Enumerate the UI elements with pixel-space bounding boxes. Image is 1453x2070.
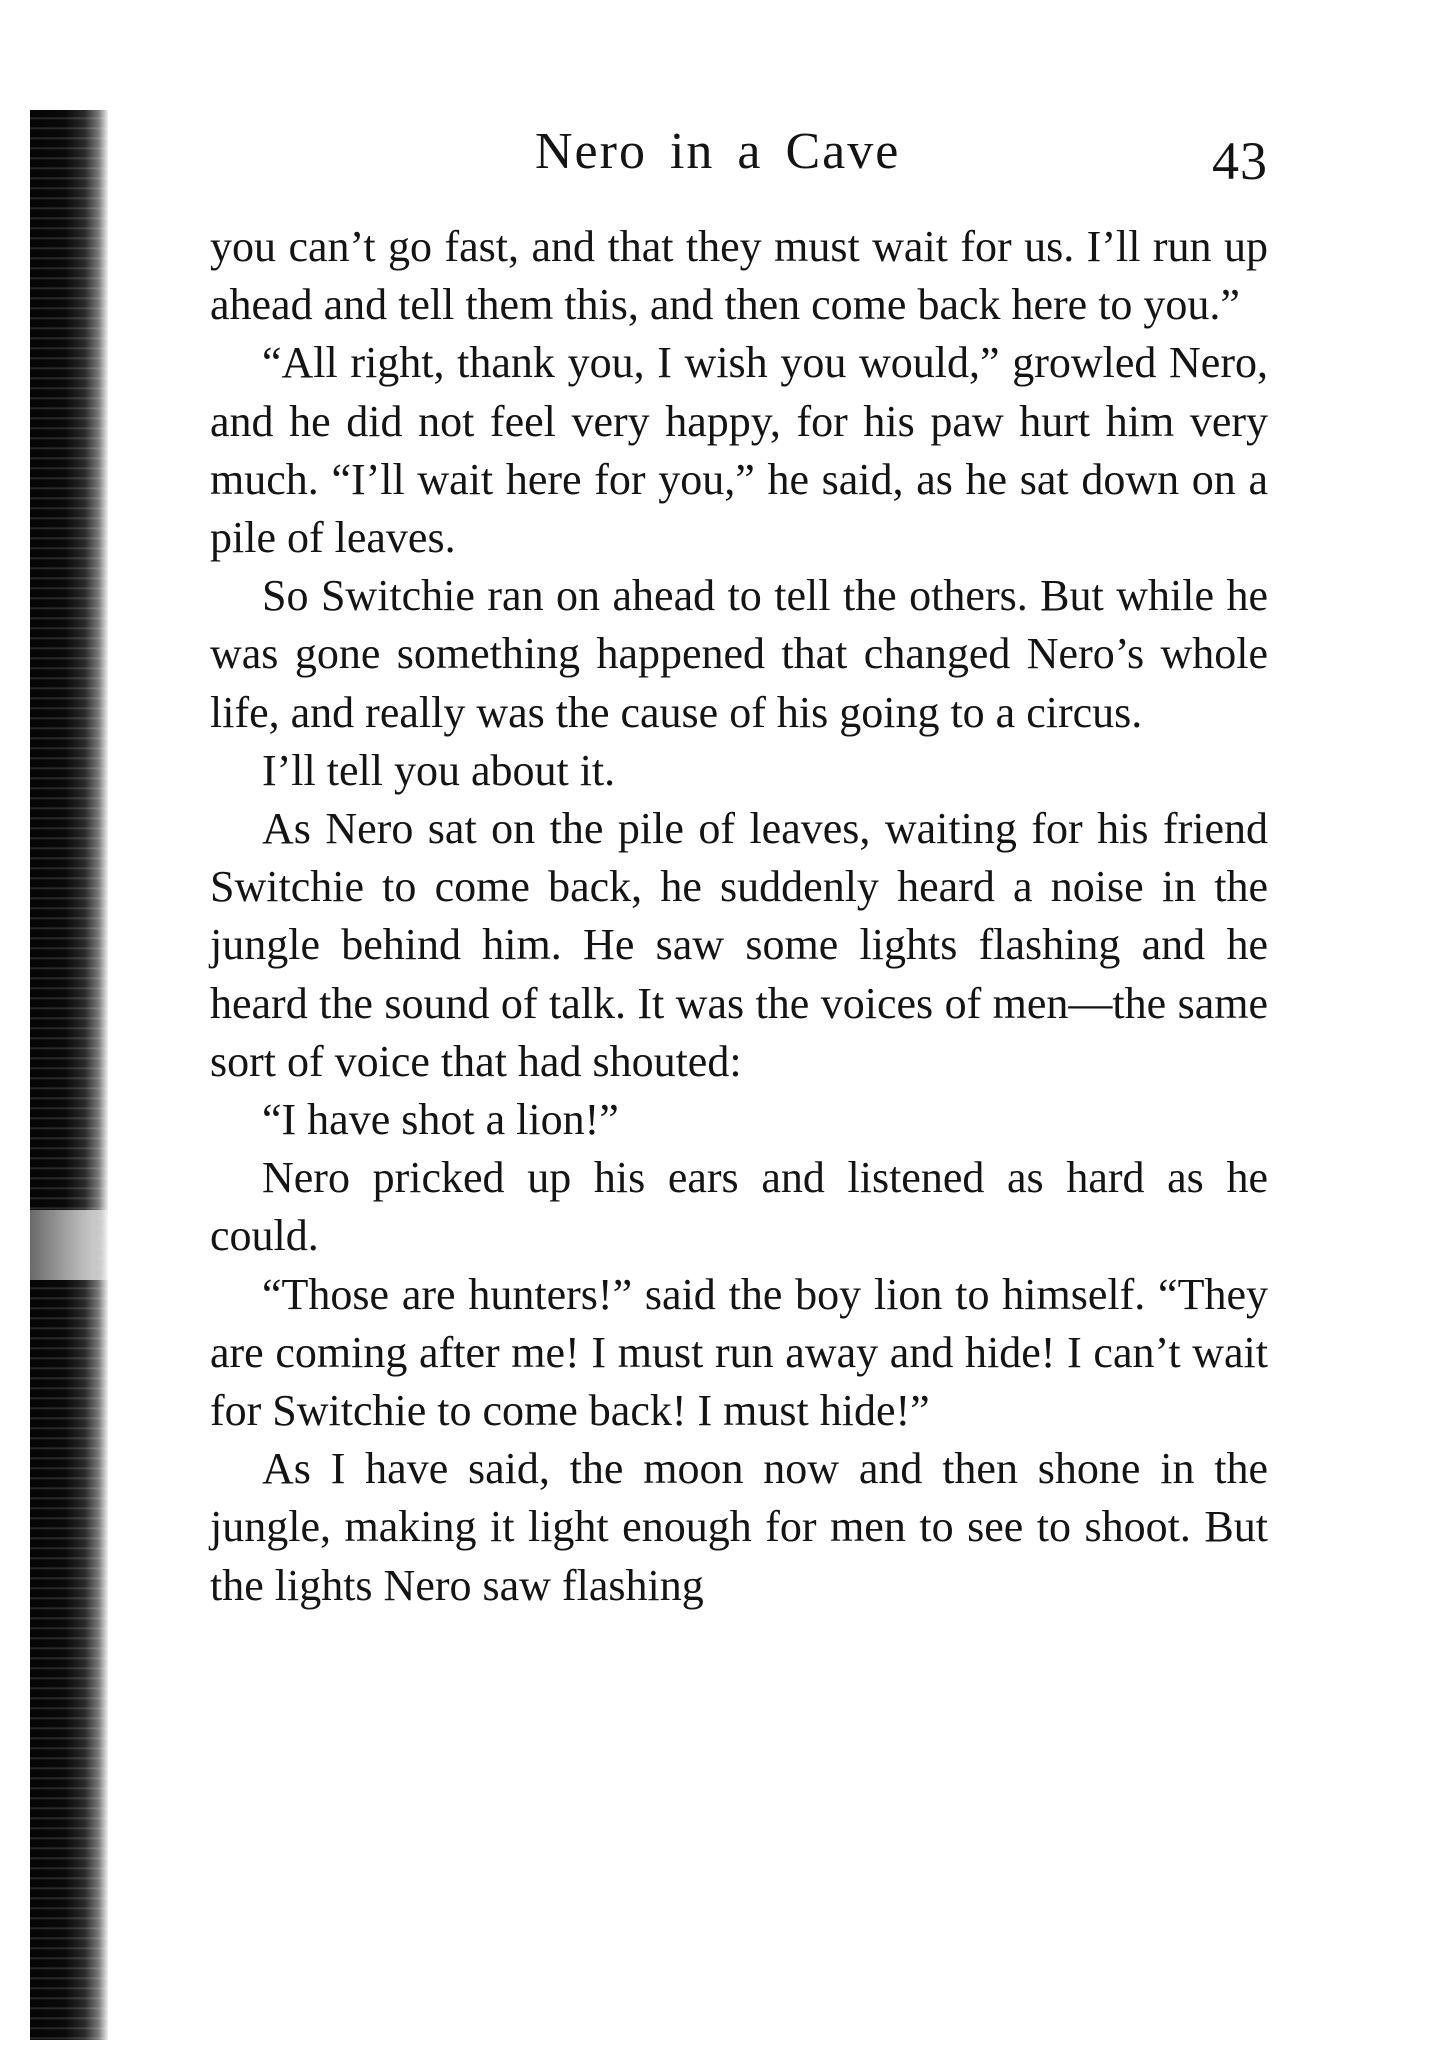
paragraph: I’ll tell you about it. (262, 745, 616, 795)
scanned-binding-edge (30, 110, 108, 2040)
paragraph: As Nero sat on the pile of leaves, waiting for his friend Switchie to come back, he suddenly heard a noise in the jungle behind him. He saw some lights flashing and he heard the sound of talk. It was the voices of men—the same sort of voice that had shouted: (210, 804, 1268, 1086)
page-header (210, 122, 1268, 192)
paragraph: “I have shot a lion!” (262, 1095, 619, 1145)
body-text (210, 218, 1268, 1615)
paragraph: As I have said, the moon now and then shone in the jungle, making it light enough for men to see to shoot. But the lights Nero saw flashing (210, 1444, 1268, 1610)
paragraph: “All right, thank you, I wish you would,” growled Nero, and he did not feel very happy, for his paw hurt him very much. “I’ll wait here for you,” he said, as he sat down on a pile of leaves. (210, 338, 1268, 563)
paragraph: Nero pricked up his ears and listened as hard as he could. (210, 1153, 1268, 1261)
page-number: 43 (1212, 131, 1268, 191)
paragraph: So Switchie ran on ahead to tell the others. But while he was gone something happened that changed Nero’s whole life, and really was the cause of his going to a circus. (210, 571, 1268, 737)
paragraph: “Those are hunters!” said the boy lion to himself. “They are coming after me! I must run away and hide! I can’t wait for Switchie to come back! I must hide!” (210, 1269, 1268, 1436)
scanned-binding-edge-light-patch (30, 1210, 108, 1280)
paragraph: you can’t go fast, and that they must wait for us. I’ll run up ahead and tell them this, and then come back here to you.” (210, 222, 1268, 330)
running-title: Nero in a Cave (535, 123, 901, 180)
